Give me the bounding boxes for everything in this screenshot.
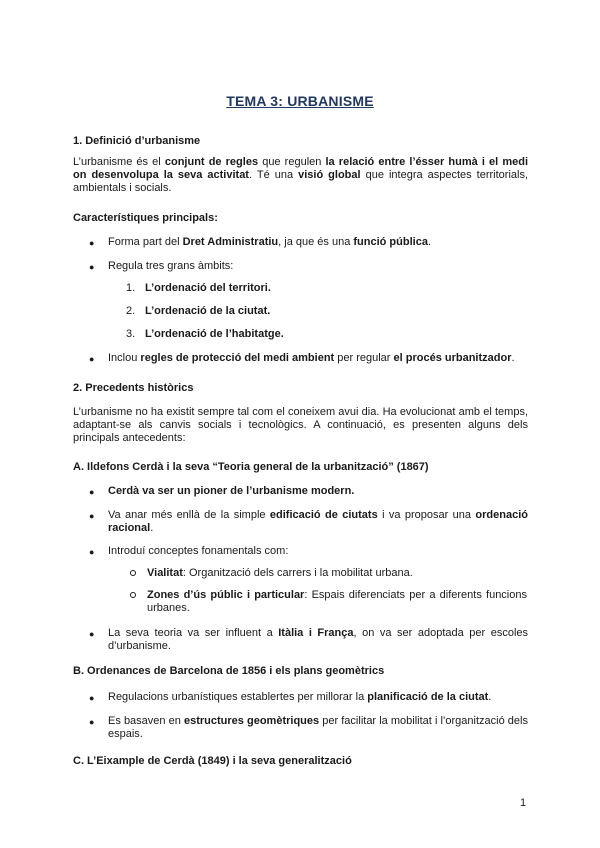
bullet-icon: ●: [89, 629, 95, 639]
list-item: Forma part del Dret Administratiu, ja que és una funció pública.: [108, 236, 431, 248]
subsection-heading-a: A. Ildefons Cerdà i la seva “Teoria general de la urbanització” (1867): [73, 461, 429, 473]
section-heading-definicio: 1. Definició d’urbanisme: [73, 135, 201, 147]
numbered-item: L’ordenació de l’habitatge.: [145, 328, 284, 340]
list-item: Es basaven en estructures geomètriques per facilitar la mobilitat i l’organització dels espais.: [108, 715, 528, 740]
precedents-paragraph: L’urbanisme no ha existit sempre tal com el coneixem avui dia. Ha evolucionat amb el temps, adaptant-se als canvis socials i tecnològics. A continuació, es presenten alguns dels principals antecedents:: [73, 406, 528, 444]
list-item: Va anar més enllà de la simple edificació de ciutats i va proposar una ordenació racional.: [108, 509, 528, 534]
bullet-icon: ●: [89, 262, 95, 272]
list-number: 2.: [126, 305, 136, 317]
characteristics-heading: Característiques principals:: [73, 212, 218, 224]
list-number: 1.: [126, 282, 136, 294]
circle-bullet-icon: [130, 570, 136, 576]
numbered-item: L’ordenació del territori.: [145, 282, 271, 294]
bullet-icon: ●: [89, 693, 95, 703]
sub-list-item: Zones d’ús públic i particular: Espais diferenciats per a diferents funcions urbanes.: [147, 589, 527, 614]
bullet-icon: ●: [89, 238, 95, 248]
list-item: Regula tres grans àmbits:: [108, 260, 234, 272]
bullet-icon: ●: [89, 511, 95, 521]
list-item: Inclou regles de protecció del medi ambient per regular el procés urbanitzador.: [108, 352, 515, 364]
list-item: La seva teoria va ser influent a Itàlia i França, on va ser adoptada per escoles d’urbanisme.: [108, 627, 528, 652]
list-item: Cerdà va ser un pioner de l’urbanisme modern.: [108, 485, 355, 497]
sub-list-item: Vialitat: Organització dels carrers i la mobilitat urbana.: [147, 567, 413, 579]
subsection-heading-c: C. L’Eixample de Cerdà (1849) i la seva generalització: [73, 755, 352, 767]
subsection-heading-b: B. Ordenances de Barcelona de 1856 i els plans geomètrics: [73, 665, 385, 677]
page-number: 1: [520, 797, 527, 809]
definition-paragraph: L’urbanisme és el conjunt de regles que regulen la relació entre l’ésser humà i el medi on desenvolupa la seva activitat. Té una visió global que integra aspectes territorials, ambientals i socials.: [73, 156, 529, 194]
page-title: TEMA 3: URBANISME: [226, 93, 374, 109]
circle-bullet-icon: [130, 592, 136, 598]
bullet-icon: ●: [89, 717, 95, 727]
section-heading-precedents: 2. Precedents històrics: [73, 382, 194, 394]
bullet-icon: ●: [89, 354, 95, 364]
numbered-item: L’ordenació de la ciutat.: [145, 305, 271, 317]
list-item: Introduí conceptes fonamentals com:: [108, 545, 289, 557]
list-item: Regulacions urbanístiques establertes per millorar la planificació de la ciutat.: [108, 691, 492, 703]
bullet-icon: ●: [89, 487, 95, 497]
list-number: 3.: [126, 328, 136, 340]
bullet-icon: ●: [89, 547, 95, 557]
